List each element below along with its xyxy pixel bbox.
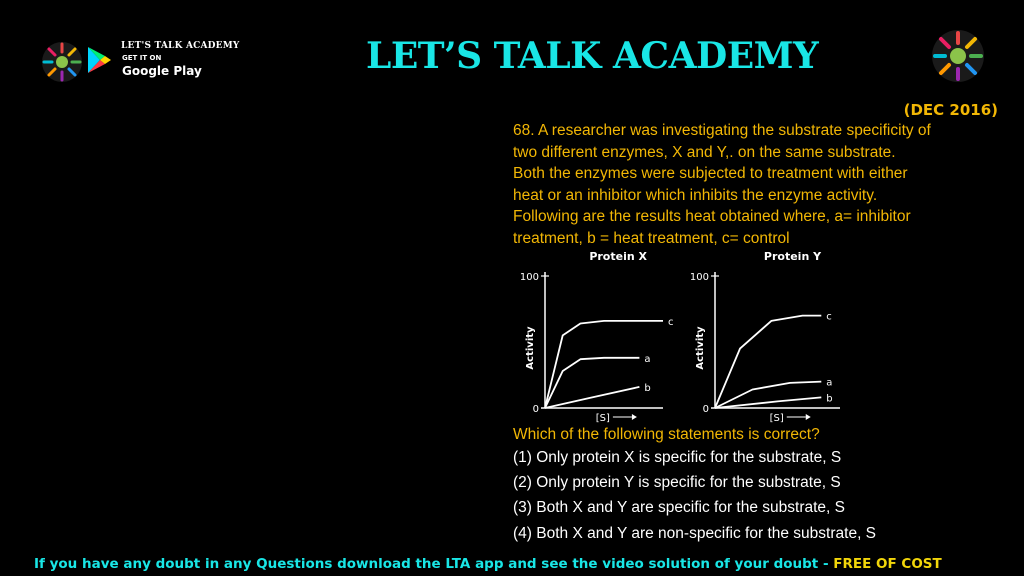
google-play-label[interactable]: Google Play — [122, 64, 202, 78]
y-axis-label: Activity — [695, 326, 706, 370]
option-3[interactable]: (3) Both X and Y are specific for the substrate, S — [513, 499, 845, 516]
exam-tag: (DEC 2016) — [903, 101, 998, 119]
x-axis-arrowhead — [632, 414, 637, 420]
series-label-b: b — [644, 382, 651, 394]
option-1[interactable]: (1) Only protein X is specific for the substrate, S — [513, 449, 842, 466]
question-line: 68. A researcher was investigating the substrate specificity of — [513, 122, 931, 139]
footer-highlight: FREE OF COST — [833, 556, 942, 572]
get-it-on-text: GET IT ON — [122, 54, 162, 62]
y-tick-label: 100 — [519, 272, 539, 283]
series-label-a: a — [644, 353, 651, 365]
option-2[interactable]: (2) Only protein Y is specific for the substrate, S — [513, 474, 841, 491]
brand-small-text: LET'S TALK ACADEMY — [121, 41, 240, 51]
question-line: Both the enzymes were subjected to treatment with either — [513, 165, 908, 182]
series-line-a — [715, 382, 821, 408]
chart-title: Protein Y — [763, 250, 822, 263]
footer-banner — [34, 556, 942, 572]
chart-title: Protein X — [589, 250, 648, 263]
question-line: Following are the results heat obtained where, a= inhibitor — [513, 208, 911, 225]
page-title: LET’S TALK ACADEMY — [366, 35, 819, 77]
y-axis-label: Activity — [525, 326, 536, 370]
series-line-c — [715, 316, 821, 408]
series-label-a: a — [826, 377, 833, 389]
question-line: treatment, b = heat treatment, c= control — [513, 229, 790, 247]
x-axis-label: [S] — [769, 413, 784, 424]
question-text — [513, 120, 1008, 249]
question-line: heat or an inhibitor which inhibits the enzyme activity. — [513, 186, 878, 204]
option-4[interactable]: (4) Both X and Y are non-specific for the substrate, S — [513, 525, 877, 542]
series-line-a — [545, 358, 639, 408]
footer-text: If you have any doubt in any Questions download the LTA app and see the video solution of your doubt - — [34, 556, 834, 572]
academy-logo — [40, 40, 84, 84]
series-line-b — [545, 387, 639, 408]
google-play-icon[interactable] — [86, 45, 112, 75]
series-label-c: c — [826, 311, 832, 323]
x-axis-arrowhead — [806, 414, 811, 420]
x-axis-label: [S] — [595, 413, 610, 424]
y-tick-label: 100 — [689, 272, 709, 283]
series-label-c: c — [668, 316, 674, 328]
academy-logo-right — [930, 28, 986, 84]
y-tick-label: 0 — [702, 404, 709, 415]
series-line-b — [715, 397, 821, 408]
series-label-b: b — [826, 393, 833, 405]
question-line: two different enzymes, X and Y,. on the same substrate. — [513, 143, 896, 161]
activity-plots — [512, 246, 852, 426]
y-tick-label: 0 — [532, 404, 539, 415]
question-prompt: Which of the following statements is correct? — [513, 426, 820, 443]
